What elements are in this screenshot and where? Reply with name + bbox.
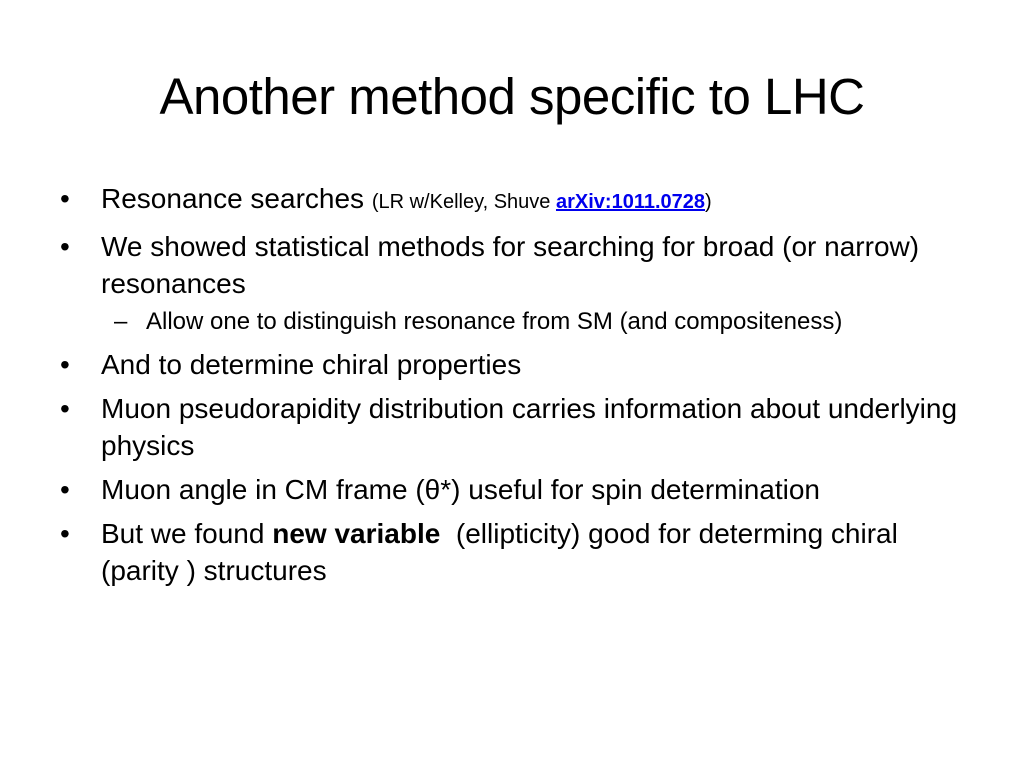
bullet-marker: • xyxy=(60,183,70,214)
arxiv-link[interactable]: arXiv:1011.0728 xyxy=(555,191,706,213)
bullet-marker: • xyxy=(60,518,70,549)
bullet-marker: • xyxy=(60,474,70,505)
bold-term: new variable xyxy=(272,518,441,549)
citation-prefix: (LR w/Kelley, Shuve xyxy=(371,191,556,213)
bullet-item xyxy=(58,471,978,508)
bullet-marker: • xyxy=(60,393,70,424)
bullet-text: Muon pseudorapidity distribution carries information about underlying physics xyxy=(101,393,958,461)
bullet-text: And to determine chiral properties xyxy=(101,349,522,380)
bullet-text: We showed statistical methods for searching for broad (or narrow) resonances xyxy=(101,231,920,299)
slide-title: Another method specific to LHC xyxy=(159,68,865,125)
bullet-text: Resonance searches xyxy=(101,183,372,214)
sub-bullet-marker: – xyxy=(114,308,128,335)
bullet-item xyxy=(58,515,978,589)
bullet-text: Muon angle in CM frame (θ*) useful for spin determination xyxy=(101,474,821,505)
bullet-marker: • xyxy=(60,231,70,262)
sub-bullet-item xyxy=(58,306,978,337)
citation-suffix: ) xyxy=(705,191,712,213)
sub-bullet-text: Allow one to distinguish resonance from SM (and compositeness) xyxy=(146,308,843,335)
bullet-text-suffix: (ellipticity) good for determing chiral (parity ) structures xyxy=(101,518,906,586)
bullet-item xyxy=(58,228,978,302)
bullet-list xyxy=(58,180,978,596)
bullet-marker: • xyxy=(60,349,70,380)
bullet-item xyxy=(58,180,978,221)
bullet-item xyxy=(58,390,978,464)
bullet-item xyxy=(58,346,978,383)
bullet-text-prefix: But we found xyxy=(101,518,273,549)
